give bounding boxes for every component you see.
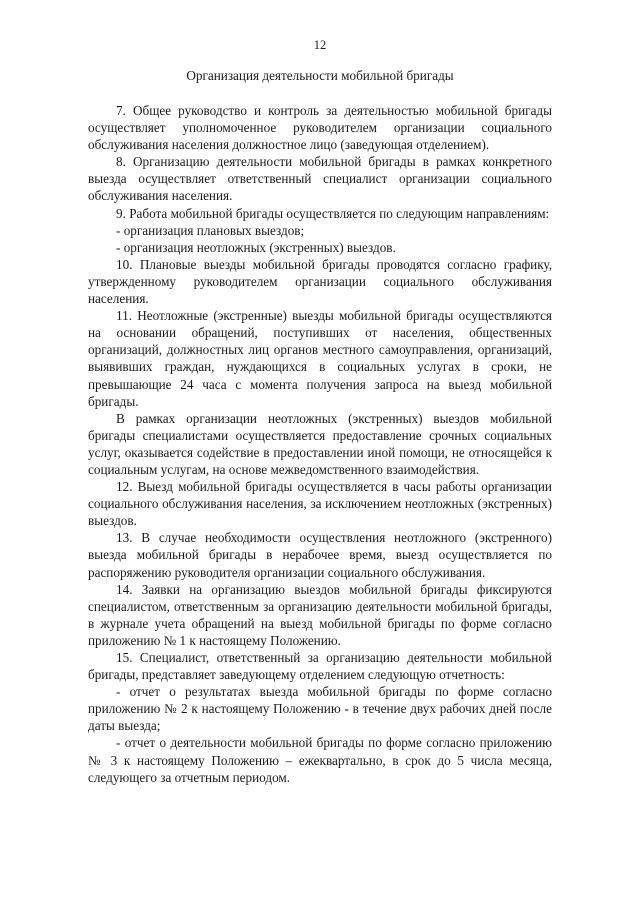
document-body (88, 102, 552, 786)
paragraph-10: 10. Плановые выезды мобильной бригады проводятся согласно графику, утвержденному руководителем организации социального обслуживания населения. (88, 256, 552, 307)
list-item-quarterly-report: - отчет о деятельности мобильной бригады по форме согласно приложению № 3 к настоящему Положению – ежеквартально, в срок до 5 числа месяца, следующего за отчетным периодом. (88, 735, 552, 785)
paragraph-7: 7. Общее руководство и контроль за деятельностью мобильной бригады осуществляет уполномоченное руководителем организации социального обслуживания населения должностное лицо (заведующая отделением). (88, 103, 552, 153)
paragraph-9: 9. Работа мобильной бригады осуществляется по следующим направлениям: (116, 205, 550, 221)
paragraph-14: 14. Заявки на организацию выездов мобильной бригады фиксируются специалистом, ответственным за организацию деятельности мобильной бригады, в журнале учета обращений на выезд мобильной бригады по форме согласно приложению № 1 к настоящему Положению. (88, 581, 552, 648)
page-number: 12 (313, 38, 327, 52)
section-title: Организация деятельности мобильной бригады (186, 68, 454, 83)
paragraph-13: 13. В случае необходимости осуществления неотложного (экстренного) выезда мобильной бригады в нерабочее время, выезд осуществляется по распоряжению руководителя организации социального обслуживания. (88, 530, 552, 580)
paragraph-11-continued: В рамках организации неотложных (экстренных) выездов мобильной бригады специалистами осуществляется предоставление срочных социальных услуг, оказывается содействие в предоставлении иной помощи, не относящейся к социальным услугам, на основе межведомственного взаимодействия. (88, 410, 552, 477)
paragraph-12: 12. Выезд мобильной бригады осуществляется в часы работы организации социального обслуживания населения, за исключением неотложных (экстренных) выездов. (88, 479, 552, 529)
list-item-planned-visits: - организация плановых выездов; (116, 222, 305, 238)
paragraph-11: 11. Неотложные (экстренные) выезды мобильной бригады осуществляются на основании обращений, поступивших от населения, общественных организаций, должностных лиц органов местного самоуправления, организаций, выявивших граждан, нуждающихся в социальных услугах в сроки, не превышающие 24 часа с момента получения запроса на выезд мобильной бригады. (88, 308, 552, 409)
list-item-visit-report: - отчет о результатах выезда мобильной бригады по форме согласно приложению № 2 к настоящему Положению - в течение двух рабочих дней после даты выезда; (88, 684, 552, 734)
paragraph-15: 15. Специалист, ответственный за организацию деятельности мобильной бригады, представляет заведующему отделением следующую отчетность: (88, 650, 552, 683)
paragraph-8: 8. Организацию деятельности мобильной бригады в рамках конкретного выезда осуществляет ответственный специалист организации социального обслуживания населения. (88, 154, 552, 204)
list-item-emergency-visits: - организация неотложных (экстренных) выездов. (116, 239, 396, 255)
